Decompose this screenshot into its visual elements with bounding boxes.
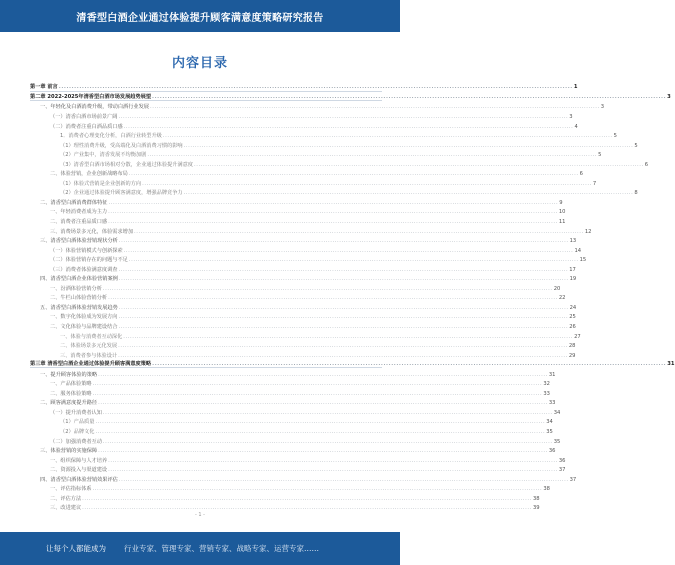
toc-entry-title: 一、汾酒体验营销分析	[50, 285, 102, 292]
toc-entry[interactable]	[30, 378, 550, 388]
toc-entry-title: 第三章 清香型白酒企业通过体验提升顾客满意度策略	[30, 361, 152, 368]
toc-entry-page: 31	[667, 361, 675, 368]
toc-entry[interactable]	[30, 416, 553, 426]
toc-entry[interactable]	[30, 92, 671, 102]
toc-entry-title: （1）产品质量	[60, 419, 95, 426]
toc-entry-title: （2）企业通过体验提升顾客满意度，增强品牌竞争力	[60, 190, 183, 197]
toc-leader-dots: ........................................................................................................................................................................................................	[183, 142, 634, 149]
toc-entry-title: 二、清香型白酒消费群体特征	[40, 199, 108, 206]
toc-entry-title: 一、年轻消费者成为主力	[50, 209, 108, 216]
toc-entry-page: 34	[546, 419, 553, 426]
toc-entry[interactable]	[30, 454, 566, 464]
toc-entry-title: 二、消费者注重品质口感	[50, 219, 108, 225]
toc-entry-page: 13	[569, 238, 577, 245]
toc-entry-page: 11	[558, 219, 566, 225]
toc-entry[interactable]	[30, 235, 577, 245]
toc-entry-page: 19	[569, 276, 577, 283]
toc-leader-dots: ........................................................................................................................................................................................................	[58, 84, 573, 91]
toc-entry-page: 29	[568, 352, 576, 359]
toc-leader-dots: ........................................................................................................................................................................................................	[118, 266, 569, 273]
toc-leader-dots: ........................................................................................................................................................................................................	[98, 400, 548, 407]
toc-entry-title: （一）体验营销模式与创新探索	[50, 247, 123, 254]
toc-entry-title: 第一章 前言	[30, 84, 58, 91]
toc-entry[interactable]	[30, 311, 576, 321]
toc-entry[interactable]	[30, 464, 566, 474]
toc-entry-page: 5	[634, 142, 638, 149]
toc-entry-page: 37	[569, 476, 577, 483]
toc-entry-title: 二、资源投入与渠道建设	[50, 467, 108, 474]
toc-entry-title: （一）提升消费者认知	[50, 409, 102, 416]
toc-entry[interactable]	[30, 187, 638, 197]
toc-entry-page: 39	[532, 505, 540, 512]
toc-leader-dots: ........................................................................................................................................................................................................	[118, 314, 569, 321]
toc-entry-title: （2）品牌文化	[60, 429, 95, 436]
toc-entry[interactable]	[30, 302, 577, 312]
toc-entry-title: （1）体验式营销是企业创新的方向	[60, 180, 142, 187]
toc-leader-dots: ........................................................................................................................................................................................................	[118, 304, 569, 311]
toc-entry[interactable]	[30, 158, 649, 168]
toc-entry-title: 三、消费者参与体验设计	[60, 352, 118, 359]
toc-leader-dots: ........................................................................................................................................................................................................	[92, 390, 543, 397]
toc-entry[interactable]	[30, 483, 550, 493]
toc-leader-dots: ........................................................................................................................................................................................................	[102, 409, 553, 416]
toc-leader-dots: ........................................................................................................................................................................................................	[108, 199, 559, 206]
toc-entry[interactable]	[30, 273, 577, 283]
toc-entry[interactable]	[30, 368, 556, 378]
toc-entry[interactable]	[30, 149, 602, 159]
toc-entry-page: 25	[569, 314, 576, 321]
toc-leader-dots: ........................................................................................................................................................................................................	[123, 247, 574, 254]
toc-entry-page: 36	[558, 457, 566, 464]
toc-entry-page: 38	[543, 486, 550, 493]
toc-entry[interactable]	[30, 82, 578, 92]
toc-leader-dots: ........................................................................................................................................................................................................	[98, 448, 548, 455]
toc-entry-page: 12	[584, 228, 592, 235]
toc-leader-dots: ........................................................................................................................................................................................................	[149, 104, 600, 111]
toc-entry-title: 四、清香型白酒企业体验营销案例	[40, 276, 118, 283]
toc-entry-page: 26	[569, 324, 576, 331]
toc-entry-title: 第二章 2022-2025年清香型白酒市场发展趋势展望	[30, 93, 152, 100]
toc-entry[interactable]	[30, 282, 561, 292]
toc-entry[interactable]	[30, 244, 582, 254]
report-header	[0, 0, 400, 32]
toc-entry[interactable]	[30, 225, 592, 235]
toc-entry-page: 5	[613, 133, 617, 140]
toc-entry-page: 5	[598, 152, 602, 159]
toc-entry[interactable]	[30, 445, 556, 455]
toc-entry-page: 28	[568, 343, 576, 350]
toc-entry[interactable]	[30, 168, 583, 178]
toc-entry[interactable]	[30, 359, 675, 369]
toc-entry-page: 33	[543, 390, 550, 397]
toc-entry-page: 15	[579, 257, 587, 264]
toc-entry[interactable]	[30, 473, 577, 483]
toc-entry[interactable]	[30, 388, 550, 398]
toc-leader-dots: ........................................................................................................................................................................................................	[152, 93, 667, 100]
toc-leader-dots: ........................................................................................................................................................................................................	[118, 324, 569, 331]
toc-leader-dots: ........................................................................................................................................................................................................	[108, 219, 558, 225]
toc-entry-page: 35	[553, 438, 561, 445]
toc-leader-dots: ........................................................................................................................................................................................................	[118, 238, 569, 245]
toc-entry-page: 4	[574, 123, 578, 130]
toc-entry-page: 14	[574, 247, 582, 254]
toc-entry-title: 一、提升顾客体验的策略	[40, 371, 98, 378]
toc-entry[interactable]	[30, 426, 553, 436]
toc-entry-title: 二、牛栏山体验营销分析	[50, 295, 108, 302]
toc-leader-dots: ........................................................................................................................................................................................................	[134, 228, 584, 235]
toc-entry-title: （二）体验营销存在的问题与不足	[50, 257, 128, 264]
toc-leader-dots: ........................................................................................................................................................................................................	[147, 152, 598, 159]
footer-roles: 行业专家、管理专家、营销专家、战略专家、运营专家……	[124, 544, 319, 553]
toc-entry-page: 34	[553, 409, 561, 416]
toc-entry[interactable]	[30, 120, 578, 130]
toc-entry[interactable]	[30, 216, 566, 226]
toc-entry[interactable]	[30, 435, 561, 445]
toc-entry-page: 10	[558, 209, 566, 216]
toc-entry-page: 7	[592, 180, 597, 187]
toc-leader-dots: ........................................................................................................................................................................................................	[92, 381, 543, 388]
toc-entry-page: 17	[569, 266, 576, 273]
toc-entry-page: 8	[634, 190, 638, 197]
toc-leader-dots: ........................................................................................................................................................................................................	[118, 276, 569, 283]
toc-leader-dots: ........................................................................................................................................................................................................	[102, 285, 553, 292]
toc-leader-dots: ........................................................................................................................................................................................................	[82, 505, 532, 512]
toc-entry-page: 37	[558, 467, 566, 474]
toc-entry-title: （二）消费者注重白酒品质口感	[50, 123, 123, 130]
toc-entry[interactable]	[30, 349, 576, 359]
toc-leader-dots: ........................................................................................................................................................................................................	[82, 495, 532, 502]
toc-entry-page: 38	[532, 495, 540, 502]
toc-entry-title: 二、顾客满意度提升路径	[40, 400, 98, 407]
toc-entry[interactable]	[30, 139, 638, 149]
toc-leader-dots: ........................................................................................................................................................................................................	[108, 209, 558, 216]
toc-entry[interactable]	[30, 502, 540, 512]
toc-leader-dots: ........................................................................................................................................................................................................	[118, 476, 569, 483]
toc-entry-title: 三、改进建议	[50, 505, 82, 512]
toc-heading: 内容目录	[171, 56, 228, 71]
toc-entry[interactable]	[30, 177, 597, 187]
toc-entry-title: 一、体验与消费者互动深化	[60, 333, 123, 340]
toc-entry-page: 31	[548, 371, 556, 378]
footer-slogan: 让每个人都能成为	[46, 544, 106, 553]
toc-entry-title: 二、服务体验策略	[50, 390, 92, 397]
toc-entry-title: （3）清香型白酒市场相对分散，企业通过体验提升满意度	[60, 161, 193, 168]
toc-leader-dots: ........................................................................................................................................................................................................	[92, 486, 543, 493]
toc-leader-dots: ........................................................................................................................................................................................................	[162, 133, 613, 140]
toc-entry-title: 一、数字化体验成为发展方向	[50, 314, 118, 321]
toc-entry-title: （1）理性消费升级，受高端化及白酒消费习惯的影响	[60, 142, 183, 149]
report-title: 清香型白酒企业通过体验提升顾客满意度策略研究报告	[76, 12, 324, 24]
toc-entry-title: 二、评估方法	[50, 495, 82, 502]
toc-entry-title: 二、体验场景多元化发展	[60, 343, 118, 350]
toc-entry-page: 32	[543, 381, 550, 388]
page-number: - 1 -	[195, 512, 205, 518]
toc-entry[interactable]	[30, 130, 617, 140]
toc-entry[interactable]	[30, 407, 561, 417]
toc-leader-dots: ........................................................................................................................................................................................................	[118, 343, 568, 350]
toc-leader-dots: ........................................................................................................................................................................................................	[95, 429, 546, 436]
toc-entry[interactable]	[30, 254, 587, 264]
toc-leader-dots: ........................................................................................................................................................................................................	[95, 419, 546, 426]
toc-entry-page: 3	[600, 104, 605, 111]
toc-entry[interactable]	[30, 101, 605, 111]
toc-entry-page: 20	[553, 285, 561, 292]
toc-entry[interactable]	[30, 397, 556, 407]
toc-entry[interactable]	[30, 197, 563, 207]
toc-leader-dots: ........................................................................................................................................................................................................	[98, 371, 548, 378]
toc-entry[interactable]	[30, 263, 576, 273]
toc-entry-title: 五、清香型白酒体验营销发展趋势	[40, 304, 118, 311]
toc-entry[interactable]	[30, 292, 566, 302]
toc-entry[interactable]	[30, 321, 576, 331]
toc-entry-page: 9	[559, 199, 563, 206]
toc-entry-title: （三）消费者体验满意度调查	[50, 266, 118, 273]
toc-entry-page: 36	[548, 448, 556, 455]
toc-leader-dots: ........................................................................................................................................................................................................	[183, 190, 634, 197]
report-footer	[0, 532, 400, 565]
toc-entry-title: 1．消费者心理变化分析，白酒行业转型升级	[60, 133, 162, 140]
toc-entry[interactable]	[30, 111, 573, 121]
toc-leader-dots: ........................................................................................................................................................................................................	[108, 457, 558, 464]
toc-leader-dots: ........................................................................................................................................................................................................	[152, 361, 667, 368]
toc-entry-title: 一、年轻化及白酒消费升级，带动白酒行业发展	[40, 104, 149, 111]
toc-entry-title: 二、体验营销，企业创新战略布局	[50, 171, 128, 178]
toc-entry-title: （2）产业集中，清香发展不均衡加剧	[60, 152, 147, 159]
toc-entry-title: 一、组织保障与人才培养	[50, 457, 108, 464]
toc-entry-title: 一、评估指标体系	[50, 486, 92, 493]
toc-entry-page: 3	[569, 113, 573, 120]
toc-entry-page: 3	[667, 93, 671, 100]
toc-leader-dots: ........................................................................................................................................................................................................	[194, 161, 644, 168]
toc-leader-dots: ........................................................................................................................................................................................................	[108, 295, 558, 302]
toc-entry-title: 三、体验营销的实施保障	[40, 448, 98, 455]
toc-leader-dots: ........................................................................................................................................................................................................	[123, 123, 574, 130]
toc-leader-dots: ........................................................................................................................................................................................................	[128, 257, 579, 264]
toc-entry-page: 6	[644, 161, 649, 168]
toc-entry-page: 24	[569, 304, 577, 311]
toc-entry-page: 1	[573, 84, 578, 91]
toc-entry-title: 一、产品体验策略	[50, 381, 92, 388]
toc-entry[interactable]	[30, 493, 540, 503]
toc-entry[interactable]	[30, 330, 581, 340]
toc-entry-page: 6	[579, 171, 583, 178]
toc-entry-page: 35	[546, 429, 553, 436]
toc-leader-dots: ........................................................................................................................................................................................................	[118, 113, 569, 120]
table-of-contents	[30, 82, 675, 512]
toc-entry[interactable]	[30, 340, 576, 350]
toc-entry-title: 四、清香型白酒体验营销效果评估	[40, 476, 118, 483]
toc-leader-dots: ........................................................................................................................................................................................................	[118, 352, 568, 359]
toc-leader-dots: ........................................................................................................................................................................................................	[142, 180, 592, 187]
toc-entry-title: （一）清香白酒市场前景广阔	[50, 113, 118, 120]
toc-entry-title: 二、文化体验与品牌建设结合	[50, 324, 118, 331]
toc-entry-page: 27	[574, 333, 581, 340]
toc-entry[interactable]	[30, 206, 566, 216]
toc-entry-title: 三、消费场景多元化，体验需求增加	[50, 228, 134, 235]
toc-entry-page: 33	[548, 400, 556, 407]
toc-entry-page: 22	[558, 295, 566, 302]
toc-leader-dots: ........................................................................................................................................................................................................	[128, 171, 579, 178]
toc-entry-title: 三、清香型白酒体验营销现状分析	[40, 238, 118, 245]
toc-entry-title: （二）加强消费者互动	[50, 438, 102, 445]
toc-leader-dots: ........................................................................................................................................................................................................	[108, 467, 558, 474]
toc-leader-dots: ........................................................................................................................................................................................................	[123, 333, 574, 340]
toc-leader-dots: ........................................................................................................................................................................................................	[102, 438, 553, 445]
